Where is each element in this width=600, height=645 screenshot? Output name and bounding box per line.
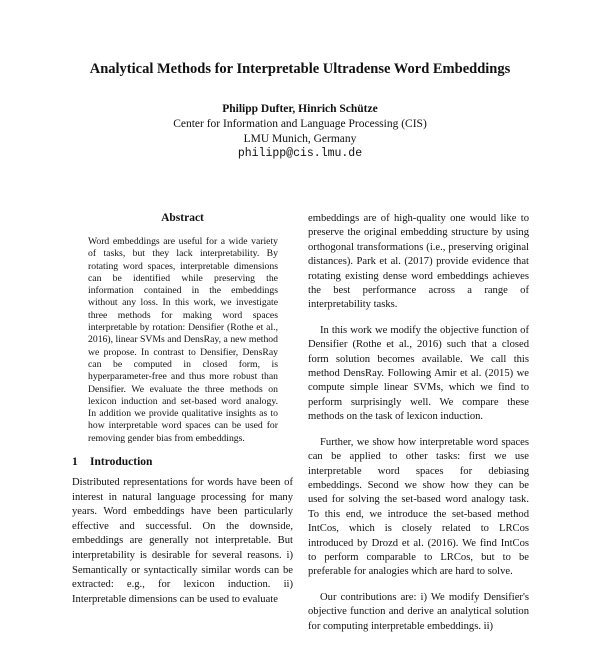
section-number: 1 — [72, 456, 78, 468]
introduction-text: Distributed representations for words have been of interest in natural language processing for many years. Word embeddings have been particularly effective and successful. On the downside, embeddings are generally not interpretable. But interpretability is desirable for several reasons. i) Semantically or syntactically similar words can be extracted: e.g., for lexicon induction. ii) Interpretable dimensions can be used to evaluate — [72, 477, 293, 605]
section-heading-introduction — [72, 456, 293, 468]
paper-authors: Philipp Dufter, Hinrich Schütze — [222, 103, 378, 115]
abstract-heading: Abstract — [161, 212, 204, 224]
right-column — [308, 212, 529, 645]
affiliation-line-1: Center for Information and Language Processing (CIS) — [173, 118, 427, 130]
author-email: philipp@cis.lmu.de — [237, 147, 363, 160]
affiliation-line-2: LMU Munich, Germany — [243, 133, 357, 145]
paper-title: Analytical Methods for Interpretable Ultradense Word Embeddings — [89, 61, 511, 77]
paragraph-2: In this work we modify the objective function of Densifier (Rothe et al., 2016) such that a closed form solution becomes available. We call this method DensRay. Following Amir et al. (2015) we compute simple linear SVMs, which we find to perform surprisingly well. We compare these methods on the task of lexicon induction. — [308, 324, 529, 423]
paragraph-3: Further, we show how interpretable word spaces can be applied to other tasks: first we use interpretable word spaces for debiasing embeddings. Second we show how they can be used for solving the set-based word analogy task. To this end, we introduce the set-based method IntCos, which is closely related to LRCos introduced by Drozd et al. (2016). We find IntCos to perform comparable to LRCos, but to be preferable for analogies which are hard to solve. — [308, 436, 529, 578]
section-title: Introduction — [90, 456, 153, 468]
paragraph-1: embeddings are of high-quality one would like to preserve the original embedding structure by using orthogonal transformations (i.e., preserving original distances). Park et al. (2017) provide evidence that rotating existing dense word embeddings achieves the best performance across a range of interpretability tasks. — [308, 213, 529, 311]
paragraph-4: Our contributions are: i) We modify Densifier's objective function and derive an analytical solution for computing interpretable embeddings. ii) — [308, 591, 529, 632]
abstract-text: Word embeddings are useful for a wide variety of tasks, but they lack interpretability. By rotating word spaces, interpretable dimensions can be identified while preserving the information contained in the embeddings without any loss. In this work, we investigate three methods for making word spaces interpretable by rotation: Densifier (Rothe et al., 2016), linear SVMs and DensRay, a new method we propose. In contrast to Densifier, DensRay can be computed in closed form, is hyperparameter-free and thus more robust than Densifier. We evaluate the three methods on lexicon induction and set-based word analogy. In addition we provide qualitative insights as to how interpretable word spaces can be used for removing gender bias from embeddings. — [88, 236, 278, 444]
